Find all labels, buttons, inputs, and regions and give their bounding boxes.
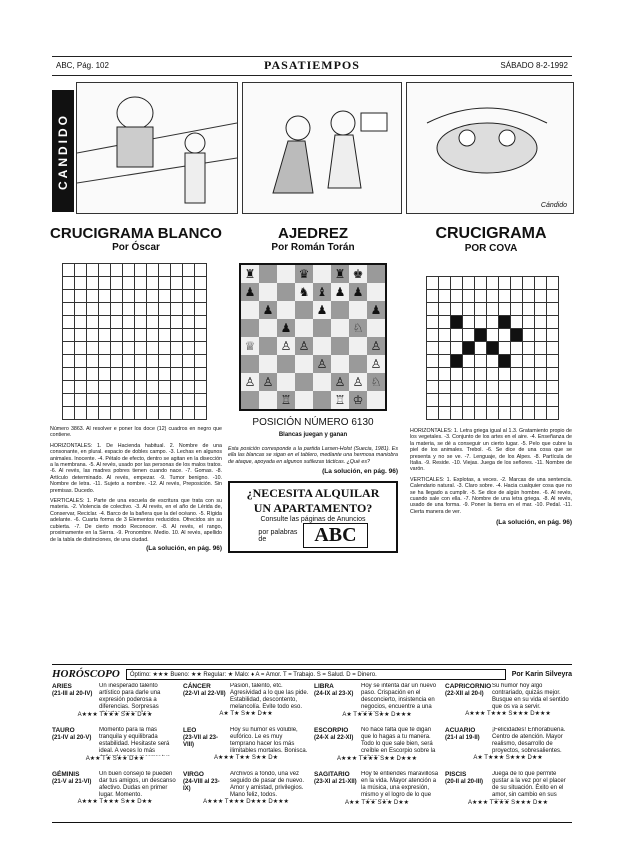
grid-cell[interactable] (535, 342, 547, 355)
grid-cell[interactable] (547, 407, 559, 420)
crucigrama-blanco (50, 225, 222, 552)
grid-cell[interactable] (427, 342, 439, 355)
sign-stars: A★ T★★★ S★★ D★★★ (342, 712, 412, 718)
horoscope-sign (183, 683, 309, 718)
ad-line-1: ¿NECESITA ALQUILAR (246, 486, 380, 501)
sign-stars: A★★ T★ S★★ D★★ (85, 756, 145, 762)
sign-stars: A★★ T★★ S★★ D★★ (345, 800, 409, 806)
grid-cell[interactable] (475, 394, 487, 407)
chess-square (367, 283, 386, 301)
grid-cell[interactable] (451, 303, 463, 316)
sign-stars: A★ T★★★ S★★★ D★★ (473, 755, 543, 761)
grid-cell[interactable] (427, 355, 439, 368)
chess-piece: ♟ (313, 301, 331, 319)
sign-stars: A★★★ T★★★ D★★★ D★★★ (203, 799, 289, 805)
chess-square (349, 337, 367, 355)
page-date: SÁBADO 8-2-1992 (500, 61, 568, 70)
abc-logo: ABC (303, 523, 367, 548)
chess-square (295, 373, 313, 391)
chess-square (259, 283, 277, 301)
page-number: ABC, Pág. 102 (56, 61, 109, 70)
grid-cell[interactable] (511, 381, 523, 394)
grid-cell[interactable] (547, 303, 559, 316)
grid-cell[interactable] (511, 316, 523, 329)
sign-dates: (21-V al 21-VI) (52, 779, 92, 785)
grid-cell[interactable] (463, 407, 475, 420)
chess-square (349, 355, 367, 373)
sign-text: Hoy se intenta dar un nuevo paso. Crispación en el desconcierto, insistencia en negocios, encuentre a una (361, 683, 437, 710)
grid-cell[interactable] (511, 407, 523, 420)
sign-stars: A★ T★ S★★ D★★ (219, 711, 273, 717)
horoscope-sign (314, 727, 440, 763)
grid-cell[interactable] (427, 290, 439, 303)
chess-piece: ♟ (331, 283, 349, 301)
position-number: POSICIÓN NÚMERO 6130 (252, 417, 374, 428)
grid-cell[interactable] (451, 316, 463, 329)
grid-cell[interactable] (463, 342, 475, 355)
blanco-author: Por Óscar (112, 242, 160, 253)
chess-turn: Blancas juegan y ganan (278, 432, 348, 438)
chess-square (259, 319, 277, 337)
grid-cell[interactable] (475, 303, 487, 316)
grid-cell[interactable] (535, 277, 547, 290)
chess-piece: ♙ (367, 337, 386, 355)
comic-illustration (77, 83, 237, 213)
grid-cell[interactable] (451, 277, 463, 290)
chess-piece: ♞ (295, 283, 313, 301)
sign-text: Hoy su humor es voluble, eufórico. Le es muy temprano hacer los más ilimitables mortales. Bonisca. (230, 727, 308, 754)
cova-author: POR COVA (464, 243, 518, 254)
chess-piece: ♙ (367, 355, 386, 373)
chess-square (313, 337, 331, 355)
grid-cell[interactable] (487, 381, 499, 394)
chess-piece: ♟ (259, 301, 277, 319)
ad-line-3: Consulte las páginas de Anuncios (260, 516, 366, 524)
sign-stars: A★★★ T★★★ S★★★ D★★ (467, 800, 549, 806)
sign-text: Un inesperado talento artístico para darle una expresión poderosa a diferencias. Sorpresas (99, 683, 161, 710)
cova-grid[interactable] (426, 276, 559, 420)
ad-line-5: de (258, 535, 267, 543)
grid-cell[interactable] (475, 290, 487, 303)
grid-cell[interactable] (499, 355, 511, 368)
sign-text: Pasión, talento, etc. Agresividad a lo que las pide. Estabilidad, descontento, melancolía. Evite todo eso. (230, 683, 309, 710)
sign-stars: A★★★ T★★★ S★★ D★★★ (336, 756, 418, 762)
grid-cell[interactable] (463, 368, 475, 381)
chess-square (295, 319, 313, 337)
grid-cell[interactable] (547, 290, 559, 303)
chess-piece: ♚ (349, 264, 367, 283)
chess-piece: ♝ (313, 283, 331, 301)
blanco-solution-ref: (La solución, en pág. 96) (146, 544, 222, 552)
chess-square (240, 391, 259, 410)
sign-dates: (20-II al 20-III) (445, 779, 484, 785)
horoscopo-legend: Óptimo: ★★★ Bueno: ★★ Regular: ★ Malo: ♦ A = Amor. T = Trabajo. S = Salud. D = Dinero. (126, 669, 506, 680)
grid-cell[interactable] (499, 381, 511, 394)
artist-signature: Cándido (540, 202, 567, 209)
chess-piece: ♙ (240, 373, 259, 391)
sign-text: ¡Felicidades! Enhorabuena. Centro de atención. Mayor realismo, desarrollo de proyectos, sobresalientes. (492, 727, 566, 754)
grid-cell[interactable] (487, 329, 499, 342)
sign-dates: (22-XII al 20-I) (445, 691, 484, 697)
ad-line-4: por palabras (258, 528, 298, 536)
grid-cell[interactable] (475, 407, 487, 420)
sign-text: Juega de lo que permite gustar a la vez por el placer de su situación. Éxito en el amor, sin cambio en sus (492, 771, 566, 798)
horoscope-sign (183, 727, 309, 762)
sign-dates: (22-VI al 22-VII) (183, 691, 226, 697)
grid-cell[interactable] (487, 277, 499, 290)
sign-stars: A★★★ T★★★ S★★★ D★★★ (465, 711, 551, 717)
grid-cell[interactable] (535, 355, 547, 368)
chess-piece: ♘ (367, 373, 386, 391)
grid-cell[interactable] (463, 381, 475, 394)
chess-square (259, 264, 277, 283)
ajedrez-title: AJEDREZ (277, 225, 348, 242)
cova-title: CRUCIGRAMA (435, 225, 547, 242)
chess-piece: ♙ (331, 373, 349, 391)
horoscope-sign (445, 771, 571, 807)
comic-panel-1 (76, 82, 238, 214)
sign-name: GÉMINIS (52, 771, 80, 778)
sign-dates: (24-VIII al 23-IX) (183, 779, 220, 792)
grid-cell[interactable] (499, 316, 511, 329)
apartment-ad (228, 481, 398, 553)
grid-cell[interactable] (511, 329, 523, 342)
grid-cell[interactable] (535, 407, 547, 420)
grid-cell[interactable] (499, 368, 511, 381)
cova-solution-ref: (La solución, en pág. 96) (496, 519, 572, 527)
grid-cell[interactable] (451, 355, 463, 368)
sign-name: ARIES (52, 683, 72, 690)
grid-cell[interactable] (523, 290, 535, 303)
horoscope-sign (314, 771, 440, 807)
grid-cell[interactable] (463, 394, 475, 407)
grid-cell[interactable] (463, 277, 475, 290)
sign-text: Hoy te entiendes maravillosa en la vida. Mayor atención a la música, una expresión, mismo y el logro de lo que (361, 771, 439, 798)
chess-piece: ♖ (331, 391, 349, 410)
grid-cell[interactable] (535, 303, 547, 316)
chess-square (277, 264, 295, 283)
grid-cell[interactable] (427, 368, 439, 381)
chess-piece: ♜ (240, 264, 259, 283)
grid-cell[interactable] (439, 277, 451, 290)
sign-name: CÁNCER (183, 683, 211, 690)
grid-cell[interactable] (535, 381, 547, 394)
grid-cell[interactable] (511, 290, 523, 303)
grid-cell[interactable] (487, 342, 499, 355)
grid-cell[interactable] (427, 329, 439, 342)
chess-piece: ♟ (277, 319, 295, 337)
sign-text: Su humor hoy algo contrariado, quizás mejor. Busque en su vida el sentido que os va a servir. (492, 683, 569, 710)
grid-cell[interactable] (523, 329, 535, 342)
chess-piece: ♟ (349, 283, 367, 301)
sign-dates: (21-IV al 20-V) (52, 735, 92, 741)
grid-cell[interactable] (475, 381, 487, 394)
chess-piece: ♛ (295, 264, 313, 283)
grid-cell[interactable] (451, 407, 463, 420)
grid-cell[interactable] (463, 290, 475, 303)
grid-cell[interactable] (439, 316, 451, 329)
chess-text: Esta posición corresponde a la partida Larsen-Holst (Suecia, 1981). Es ella las blancas se sigan en el tablero, mediante una hermosa maniobra de ataque, apoyada en algunos sutilezas tácticas. ¿Qué es? (228, 446, 398, 465)
grid-cell[interactable] (427, 394, 439, 407)
footer-rule (52, 822, 572, 823)
chess-piece: ♖ (277, 391, 295, 410)
chess-square (295, 391, 313, 410)
sign-name: ESCORPIO (314, 727, 349, 734)
chess-square (349, 301, 367, 319)
grid-cell[interactable] (439, 407, 451, 420)
chess-piece: ♙ (277, 337, 295, 355)
grid-cell[interactable] (499, 303, 511, 316)
grid-cell[interactable] (511, 368, 523, 381)
grid-cell[interactable] (451, 368, 463, 381)
sign-name: LEO (183, 727, 197, 734)
grid-cell[interactable] (475, 355, 487, 368)
grid-cell[interactable] (499, 329, 511, 342)
grid-cell[interactable] (451, 342, 463, 355)
sign-name: PISCIS (445, 771, 467, 778)
grid-cell[interactable] (439, 342, 451, 355)
comic-illustration (407, 83, 573, 213)
comic-illustration (243, 83, 401, 213)
grid-cell[interactable] (547, 329, 559, 342)
chess-square (313, 264, 331, 283)
grid-cell[interactable] (511, 342, 523, 355)
grid-cell[interactable] (487, 303, 499, 316)
chess-square (331, 337, 349, 355)
horoscopo-title: HORÓSCOPO (52, 668, 120, 680)
sign-dates: (23-VII al 23-VIII) (183, 735, 219, 748)
grid-cell[interactable] (511, 303, 523, 316)
sign-name: CAPRICORNIO (445, 683, 492, 690)
grid-cell[interactable] (451, 394, 463, 407)
sign-text: Momento para la más tranquila y equilibrada estabilidad. Hesitaste será ideal. A veces lo más (99, 727, 170, 754)
grid-cell[interactable] (547, 342, 559, 355)
sign-name: SAGITARIO (314, 771, 350, 778)
grid-cell[interactable] (451, 290, 463, 303)
horoscope-sign (52, 683, 178, 719)
horoscopo (52, 664, 572, 815)
grid-cell[interactable] (427, 407, 439, 420)
grid-cell[interactable] (487, 355, 499, 368)
grid-cell[interactable] (499, 277, 511, 290)
sign-name: LIBRA (314, 683, 334, 690)
chess-square (331, 355, 349, 373)
chess-square (240, 355, 259, 373)
grid-cell[interactable] (487, 290, 499, 303)
chess-piece: ♙ (313, 355, 331, 373)
chess-piece: ♙ (349, 373, 367, 391)
grid-cell[interactable] (547, 277, 559, 290)
grid-cell[interactable] (475, 277, 487, 290)
horoscope-sign (314, 683, 440, 719)
grid-cell[interactable] (451, 381, 463, 394)
chess-square (277, 283, 295, 301)
chess-square (313, 373, 331, 391)
grid-cell[interactable] (499, 342, 511, 355)
grid-cell[interactable] (463, 355, 475, 368)
grid-cell[interactable] (535, 290, 547, 303)
blanco-intro: Número 3863. Al resolver e poner los doce (12) cuadros en negro que contiene. (50, 426, 222, 439)
grid-cell[interactable] (439, 355, 451, 368)
sign-dates: (24-IX al 23-X) (314, 691, 354, 697)
grid-cell[interactable] (439, 290, 451, 303)
grid-cell[interactable] (475, 368, 487, 381)
blanco-grid[interactable] (62, 263, 207, 420)
chess-square (313, 319, 331, 337)
grid-cell[interactable] (427, 303, 439, 316)
ajedrez (228, 225, 398, 553)
horoscope-sign (52, 727, 178, 763)
grid-cell[interactable] (487, 316, 499, 329)
sign-text: No hace falta que te digan que lo hagas a tu manera. Todo lo que sale bien, será creíble en Escorpio sobre la (361, 727, 436, 754)
chess-square (259, 391, 277, 410)
grid-cell[interactable] (523, 407, 535, 420)
grid-cell[interactable] (511, 277, 523, 290)
ajedrez-author: Por Román Torán (271, 242, 355, 253)
grid-cell[interactable] (427, 277, 439, 290)
sign-stars: A★★★ T★★★ S★★ D★★ (77, 799, 153, 805)
horoscope-sign (445, 727, 571, 762)
sign-dates: (23-XI al 21-XII) (314, 779, 357, 785)
grid-cell[interactable] (463, 303, 475, 316)
horoscope-sign (52, 771, 178, 806)
grid-cell[interactable] (463, 316, 475, 329)
grid-cell[interactable] (523, 342, 535, 355)
grid-cell[interactable] (547, 394, 559, 407)
horoscopo-author: Por Karin Silveyra (511, 670, 572, 678)
chess-square (331, 301, 349, 319)
sign-stars: A★★★ T★★★ S★★ D★★ (77, 712, 153, 718)
chess-piece: ♟ (240, 283, 259, 301)
grid-cell[interactable] (523, 394, 535, 407)
grid-cell[interactable] (523, 316, 535, 329)
grid-cell[interactable] (451, 329, 463, 342)
chess-square (367, 319, 386, 337)
sign-name: TAURO (52, 727, 75, 734)
cova-verticales: VERTICALES: 1. Explotas, a veces. -2. Marcas de una sentencia. Calendario natural. -3. Claro sobre. -4. Hacia cualquier cosa que no se ha llegado a cumplir. -5. Se dice de algún hombre. -6. Al revés, cuando sale con ella. -7. Nombre de una letra griega. -8. Al revés, usado de una forma. -9. Poner la tierra en el mar. -10. Pedal. -11. Cierta manera de ver. (410, 476, 572, 515)
grid-cell[interactable] (439, 381, 451, 394)
chess-square (331, 319, 349, 337)
section-title: PASATIEMPOS (264, 58, 360, 72)
chess-square (367, 391, 386, 410)
chess-square (240, 319, 259, 337)
chess-square (259, 337, 277, 355)
grid-cell[interactable] (523, 303, 535, 316)
chess-square (277, 301, 295, 319)
ad-line-2: UN APARTAMENTO? (253, 501, 373, 516)
sign-dates: (21-III al 20-IV) (52, 691, 93, 697)
grid-cell[interactable] (535, 329, 547, 342)
grid-cell[interactable] (487, 407, 499, 420)
grid-cell[interactable] (487, 394, 499, 407)
horoscope-sign (183, 771, 309, 806)
sign-name: ACUARIO (445, 727, 476, 734)
grid-cell[interactable] (547, 381, 559, 394)
grid-cell[interactable] (475, 316, 487, 329)
crucigrama-cova (410, 225, 572, 526)
grid-cell[interactable] (475, 342, 487, 355)
grid-cell[interactable] (535, 368, 547, 381)
chess-piece: ♘ (349, 319, 367, 337)
chess-square (367, 264, 386, 283)
chess-square (277, 355, 295, 373)
grid-cell[interactable] (547, 355, 559, 368)
grid-cell[interactable] (499, 290, 511, 303)
grid-cell[interactable] (487, 368, 499, 381)
blanco-verticales: VERTICALES: 1. Parte de una escuela de escritura que trata con su materia. -2. Violencia de colectivo. -3. Al revés, en el año de Lérida de, Conservar, Reciclar. -4. Barco de la bañera que la del océano. -5. Rígida adelante. -6. Cuarta forma de 3 Elementos reducidos. Ofrecidos sin su cubierta. -7. De cierto modo Reconocer. -8. Al revés, el rango, proximamente en la Sierra. -9. Pronombre. Medio. 10. Al revés, apellido de la tabla de distinciones, de una ciudad. (50, 498, 222, 543)
sign-text: Archivos a fondo, una vez seguido de pasar de nuevo. Amor y amistad, privilegios. Mano feliz, todos. (230, 771, 305, 798)
chess-square (295, 355, 313, 373)
sign-text: Un buen consejo te pueden dar tus amigos, un descanso afectivo. Dudas en primer lugar. Momento. (99, 771, 176, 798)
grid-cell[interactable] (439, 394, 451, 407)
grid-cell[interactable] (535, 316, 547, 329)
chess-piece: ♟ (367, 301, 386, 319)
chess-board (239, 263, 387, 411)
sign-dates: (21-I al 19-II) (445, 735, 480, 741)
chess-piece: ♙ (295, 337, 313, 355)
page-header (52, 56, 572, 76)
chess-square (240, 301, 259, 319)
chess-square (259, 355, 277, 373)
cova-horizontales: HORIZONTALES: 1. Letra griega igual al 1.3. Gratamiento propio de los vegetales. -3. Conjunto de los artes en el aire. -4. Enseñanza de la materia, se dé a conseguir un cierto lugar. -5. Pelo que cubre la piel de los animales. Trebol. -6. Se dice de una cosa que se presenta y no se ve. -7. Lenguaje, de los Alpes. -8. Partícula de Italia. -9. Reside. -10. Viejas. Juega de los señores. -11. Nombre de varón. (410, 428, 572, 473)
grid-cell[interactable] (547, 316, 559, 329)
grid-cell[interactable] (499, 407, 511, 420)
horoscope-sign (445, 683, 571, 718)
grid-cell[interactable] (439, 329, 451, 342)
comic-panel-3 (406, 82, 574, 214)
grid-cell[interactable] (511, 394, 523, 407)
grid-cell[interactable] (547, 368, 559, 381)
grid-cell[interactable] (511, 355, 523, 368)
chess-piece: ♔ (349, 391, 367, 410)
grid-cell[interactable] (523, 381, 535, 394)
grid-cell[interactable] (427, 381, 439, 394)
sign-stars: A★★★ T★★ S★★ D★ (214, 755, 278, 761)
grid-cell[interactable] (439, 368, 451, 381)
grid-cell[interactable] (523, 355, 535, 368)
chess-square (277, 373, 295, 391)
grid-cell[interactable] (463, 329, 475, 342)
sign-name: VIRGO (183, 771, 204, 778)
blanco-horizontales: HORIZONTALES: 1. De Hacienda habitual. 2. Nombre de una consonante, en plural. espacio de dobles campo. -3. Lechas en algunos animales. Inocente. -4. Pétalo de efecto, dentro se agitan en la disección a la membrana. -5. Al revés, usado por las personas de los malos tratos. -6. Al revés, las madres pobres tienen cuando nace. -7. Gomas. -8. Artículo determinado. Al revés, empezar. -9. Tumor benigno. -10. Nombre de letra. -11. Sujeto a nombre. -12. Al revés, Preposición. Sin premisas. Ducedo. (50, 442, 222, 494)
grid-cell[interactable] (499, 394, 511, 407)
chess-piece: ♜ (331, 264, 349, 283)
sign-dates: (24-X al 22-XI) (314, 735, 354, 741)
chess-square (295, 301, 313, 319)
comic-panel-2 (242, 82, 402, 214)
grid-cell[interactable] (475, 329, 487, 342)
chess-square (313, 391, 331, 410)
grid-cell[interactable] (535, 394, 547, 407)
blanco-title: CRUCIGRAMA BLANCO (50, 225, 222, 242)
grid-cell[interactable] (439, 303, 451, 316)
grid-cell[interactable] (427, 316, 439, 329)
chess-piece: ♙ (259, 373, 277, 391)
strip-label: CANDIDO (52, 90, 74, 212)
ajedrez-solution-ref: (La solución, en pág. 96) (322, 468, 398, 476)
grid-cell[interactable] (523, 277, 535, 290)
grid-cell[interactable] (523, 368, 535, 381)
chess-piece: ♕ (240, 337, 259, 355)
